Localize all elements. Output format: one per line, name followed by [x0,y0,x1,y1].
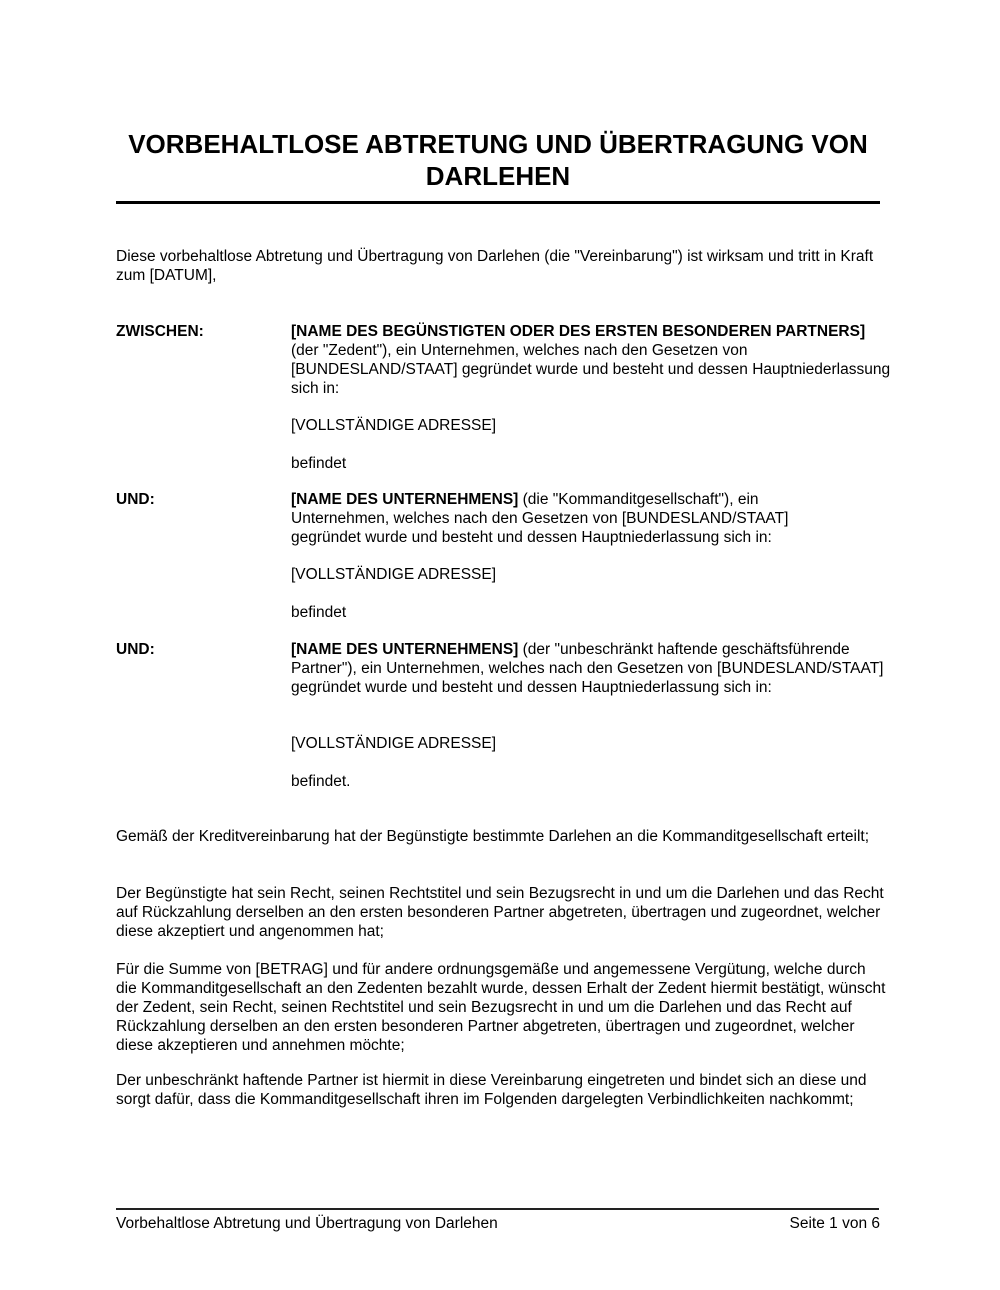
party-2-description [291,490,831,547]
party-2-name: [NAME DES UNTERNEHMENS] [291,491,519,508]
party-label-und-2: UND: [116,641,155,658]
document-title: VORBEHALTLOSE ABTRETUNG UND ÜBERTRAGUNG VON DARLEHEN [128,129,868,191]
recital-paragraph: Der unbeschränkt haftende Partner ist hiermit in diese Vereinbarung eingetreten und bindet sich an diese und sorgt dafür, dass die Kommanditgesellschaft ihren im Folgenden dargelegten Verbindlichkeiten nachkommt; [116,1072,867,1108]
party-3-closing: befindet. [291,773,351,790]
party-1-name: [NAME DES BEGÜNSTIGTEN ODER DES ERSTEN BESONDEREN PARTNERS] [291,323,866,340]
footer-document-title: Vorbehaltlose Abtretung und Übertragung von Darlehen [116,1215,498,1232]
recital-paragraph: Gemäß der Kreditvereinbarung hat der Begünstigte bestimmte Darlehen an die Kommanditgesellschaft erteilt; [116,828,870,845]
party-2-text: (die "Kommanditgesellschaft"), ein Unternehmen, welches nach den Gesetzen von [BUNDESLAND/STAAT] gegründet wurde und besteht und dessen Hauptniederlassung sich in: [291,491,789,546]
party-3-name: [NAME DES UNTERNEHMENS] [291,641,519,658]
party-2-closing: befindet [291,604,347,621]
party-2-address: [VOLLSTÄNDIGE ADRESSE] [291,566,497,583]
party-3-text: (der "unbeschränkt haftende geschäftsführende Partner"), ein Unternehmen, welches nach den Gesetzen von [BUNDESLAND/STAAT] gegründet wurde und besteht und dessen Hauptniederlassung sich in: [291,641,884,696]
party-3-address: [VOLLSTÄNDIGE ADRESSE] [291,735,497,752]
intro-paragraph: Diese vorbehaltlose Abtretung und Übertragung von Darlehen (die "Vereinbarung") ist wirksam und tritt in Kraft zum [DATUM], [116,248,874,284]
party-1-text: (der "Zedent"), ein Unternehmen, welches nach den Gesetzen von [BUNDESLAND/STAAT] gegründet wurde und besteht und dessen Hauptniederlassung sich in: [291,342,891,397]
title-divider [116,201,880,204]
party-1-description [291,322,891,398]
party-1-address: [VOLLSTÄNDIGE ADRESSE] [291,417,497,434]
party-label-und-1: UND: [116,491,155,508]
party-label-zwischen: ZWISCHEN: [116,323,204,340]
recital-paragraph: Für die Summe von [BETRAG] und für andere ordnungsgemäße und angemessene Vergütung, welche durch die Kommanditgesellschaft an den Zedenten bezahlt wurde, dessen Erhalt der Zedent hiermit bestätigt, wünscht der Zedent, sein Recht, seinen Rechtstitel und sein Bezugsrecht in und um die Darlehen und das Recht auf Rückzahlung derselben an den ersten besonderen Partner abgetreten, übertragen und zugeordnet, welcher diese akzeptieren und annehmen möchte; [116,961,886,1054]
recital-paragraph: Der Begünstigte hat sein Recht, seinen Rechtstitel und sein Bezugsrecht in und um die Darlehen und das Recht auf Rückzahlung derselben an den ersten besonderen Partner abgetreten, übertragen und zugeordnet, welcher diese akzeptiert und angenommen hat; [116,885,884,940]
footer-page-number: Seite 1 von 6 [789,1215,880,1232]
party-1-closing: befindet [291,455,347,472]
footer-divider [116,1208,879,1210]
party-3-description [291,640,891,697]
